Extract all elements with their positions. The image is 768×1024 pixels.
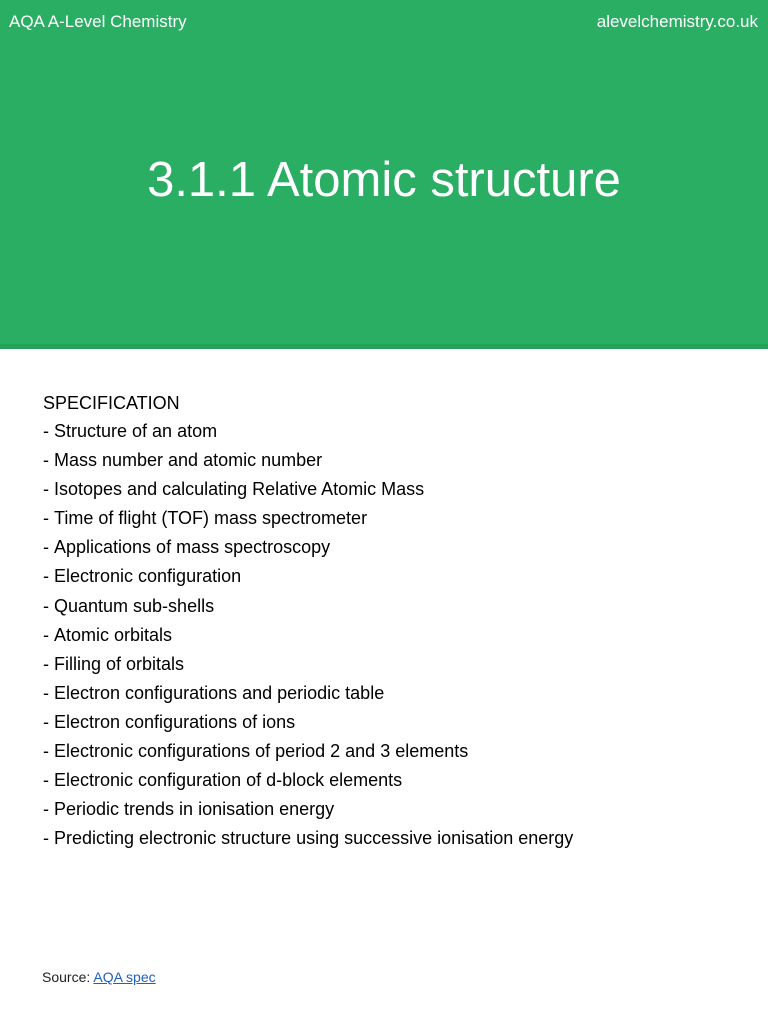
list-item xyxy=(43,711,573,740)
list-item-label: Atomic orbitals xyxy=(54,624,173,645)
site-url: alevelchemistry.co.uk xyxy=(596,12,758,31)
bullet-dash: - xyxy=(43,624,49,645)
banner-divider xyxy=(0,344,768,349)
list-item-label: Periodic trends in ionisation energy xyxy=(54,799,335,820)
bullet-dash: - xyxy=(43,770,49,791)
bullet-dash: - xyxy=(43,421,49,441)
bullet-dash: - xyxy=(43,595,49,616)
list-item xyxy=(43,478,573,507)
list-item-label: Electron configurations and periodic table xyxy=(54,682,385,703)
list-item xyxy=(43,565,573,594)
list-item xyxy=(43,595,573,624)
bullet-dash: - xyxy=(43,479,49,500)
list-item-label: Quantum sub-shells xyxy=(54,595,215,616)
list-item xyxy=(43,798,573,827)
list-item xyxy=(43,449,573,478)
source-link[interactable]: AQA spec xyxy=(93,969,156,985)
list-item xyxy=(43,682,573,711)
list-item xyxy=(43,827,573,856)
list-item xyxy=(43,653,573,682)
bullet-dash: - xyxy=(43,653,49,674)
list-item-label: Mass number and atomic number xyxy=(54,450,323,471)
bullet-dash: - xyxy=(43,537,49,558)
bullet-dash: - xyxy=(43,682,49,703)
list-item-label: Filling of orbitals xyxy=(54,653,185,674)
list-item xyxy=(43,769,573,798)
list-item-label: Applications of mass spectroscopy xyxy=(54,537,331,558)
specification-heading: SPECIFICATION xyxy=(43,393,180,413)
list-item xyxy=(43,536,573,565)
bullet-dash: - xyxy=(43,711,49,732)
course-name: AQA A-Level Chemistry xyxy=(9,12,187,31)
title-banner xyxy=(0,0,768,344)
list-item-label: Structure of an atom xyxy=(54,421,218,441)
bullet-dash: - xyxy=(43,799,49,820)
bullet-dash: - xyxy=(43,828,49,849)
list-item xyxy=(43,420,573,449)
bullet-dash: - xyxy=(43,566,49,587)
list-item xyxy=(43,624,573,653)
bullet-dash: - xyxy=(43,508,49,529)
list-item xyxy=(43,507,573,536)
list-item-label: Predicting electronic structure using successive ionisation energy xyxy=(54,828,574,849)
page-title: 3.1.1 Atomic structure xyxy=(147,153,621,207)
bullet-dash: - xyxy=(43,741,49,762)
source-line xyxy=(42,969,156,985)
list-item-label: Electronic configuration of d-block elements xyxy=(54,770,403,791)
list-item-label: Electron configurations of ions xyxy=(54,711,296,732)
list-item-label: Isotopes and calculating Relative Atomic Mass xyxy=(54,479,425,500)
bullet-dash: - xyxy=(43,450,49,471)
list-item-label: Electronic configurations of period 2 and 3 elements xyxy=(54,741,469,762)
list-item-label: Electronic configuration xyxy=(54,566,242,587)
source-label: Source: xyxy=(42,969,91,985)
specification-list xyxy=(43,420,573,856)
list-item xyxy=(43,740,573,769)
list-item-label: Time of flight (TOF) mass spectrometer xyxy=(54,508,368,529)
